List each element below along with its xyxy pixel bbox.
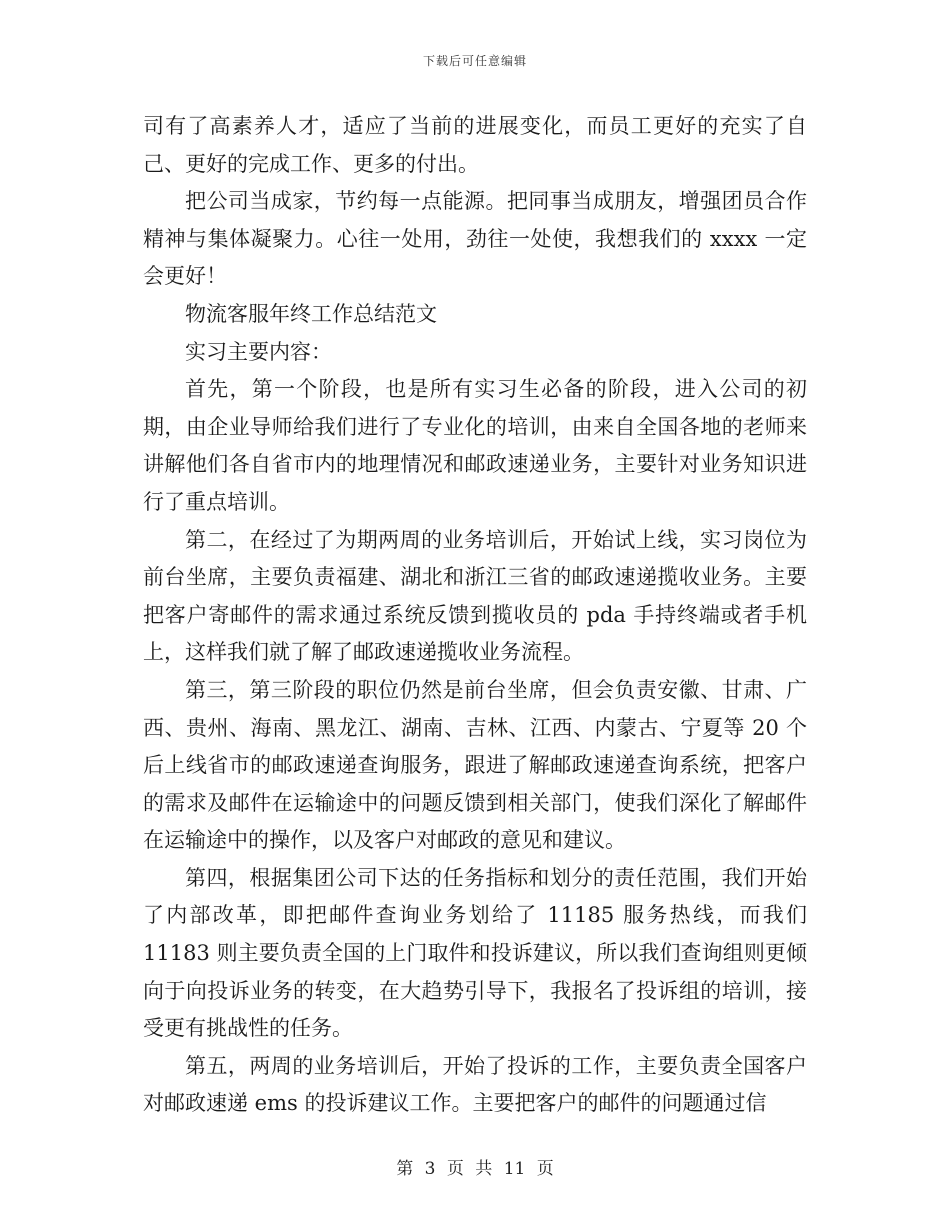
paragraph-company-as-home: 把公司当成家，节约每一点能源。把同事当成朋友，增强团员合作精神与集体凝聚力。心往一处用，劲往一处使，我想我们的 xxxx 一定会更好！ — [143, 189, 807, 289]
paragraph-stage-four: 第四，根据集团公司下达的任务指标和划分的责任范围，我们开始了内部改革，即把邮件查询业务划给了 11185 服务热线，而我们 11183 则主要负责全国的上门取件和投诉建议，所以我们查询组则更倾向于向投诉业务的转变，在大趋势引导下，我报名了投诉组的培训，接受更有挑战性的任务。 — [143, 865, 807, 1041]
page-number-footer: 第 3 页 共 11 页 — [396, 1159, 554, 1179]
document-body — [143, 108, 807, 1123]
section-subtitle: 实习主要内容： — [185, 339, 332, 364]
paragraph-stage-three: 第三，第三阶段的职位仍然是前台坐席，但会负责安徽、甘肃、广西、贵州、海南、黑龙江、湖南、吉林、江西、内蒙古、宁夏等 20 个后上线省市的邮政速递查询服务，跟进了解邮政速递查询系统，把客户的需求及邮件在运输途中的问题反馈到相关部门，使我们深化了解邮件在运输途中的操作，以及客户对邮政的意见和建议。 — [143, 677, 807, 853]
paragraph-stage-five: 第五，两周的业务培训后，开始了投诉的工作，主要负责全国客户对邮政速递 ems 的投诉建议工作。主要把客户的邮件的问题通过信 — [143, 1053, 807, 1116]
section-title: 物流客服年终工作总结范文 — [185, 301, 437, 326]
paragraph-stage-one: 首先，第一个阶段，也是所有实习生必备的阶段，进入公司的初期，由企业导师给我们进行了专业化的培训，由来自全国各地的老师来讲解他们各自省市内的地理情况和邮政速递业务，主要针对业务知识进行了重点培训。 — [143, 377, 807, 514]
paragraph-stage-two: 第二，在经过了为期两周的业务培训后，开始试上线，实习岗位为前台坐席，主要负责福建、湖北和浙江三省的邮政速递揽收业务。主要把客户寄邮件的需求通过系统反馈到揽收员的 pda 手持终端或者手机上，这样我们就了解了邮政速递揽收业务流程。 — [143, 527, 807, 665]
page-header: 下载后可任意编辑 — [422, 54, 527, 68]
paragraph-continuation: 司有了高素养人才，适应了当前的进展变化，而员工更好的充实了自己、更好的完成工作、更多的付出。 — [143, 114, 807, 176]
